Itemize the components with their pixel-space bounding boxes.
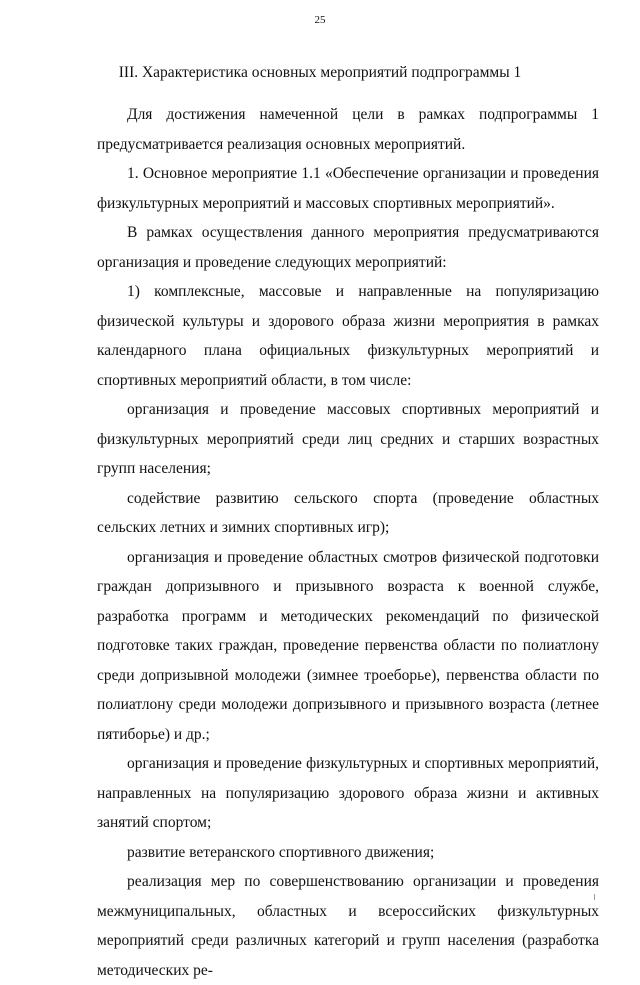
paragraph: организация и проведение массовых спортивных мероприятий и физкультурных мероприятий среди лиц средних и старших возрастных групп населения; [97, 401, 599, 477]
paragraph: 1) комплексные, массовые и направленные на популяризацию физической культуры и здорового образа жизни мероприятия в рамках календарного плана официальных физкультурных мероприятий и спортивных мероприятий области, в том числе: [97, 283, 599, 389]
page-number: 25 [314, 14, 326, 26]
scan-margin-mark [594, 894, 595, 900]
paragraph: организация и проведение областных смотров физической подготовки граждан допризывного и призывного возраста к военной службе, разработка программ и методических рекомендаций по физической подготовке таких граждан, проведение первенства области по полиатлону среди допризывной молодежи (зимнее троеборье), первенства области по полиатлону среди молодежи допризывного и призывного возраста (летнее пятиборье) и др.; [97, 548, 599, 743]
paragraph: 1. Основное мероприятие 1.1 «Обеспечение организации и проведения физкультурных мероприятий и массовых спортивных мероприятий». [97, 165, 599, 212]
paragraph: развитие ветеранского спортивного движения; [127, 843, 435, 861]
body-text [97, 100, 599, 985]
paragraph: Для достижения намеченной цели в рамках подпрограммы 1 предусматривается реализация основных мероприятий. [97, 106, 599, 153]
paragraph: содействие развитию сельского спорта (проведение областных сельских летних и зимних спортивных игр); [97, 489, 599, 536]
section-title: III. Характеристика основных мероприятий подпрограммы 1 [118, 64, 522, 81]
paragraph: В рамках осуществления данного мероприятия предусматриваются организация и проведение следующих мероприятий: [97, 224, 599, 271]
paragraph: организация и проведение физкультурных и спортивных мероприятий, направленных на популяризацию здорового образа жизни и активных занятий спортом; [97, 755, 599, 831]
paragraph: реализация мер по совершенствованию организации и проведения межмуниципальных, областных и всероссийских физкультурных мероприятий среди различных категорий и групп населения (разработка методических ре- [97, 873, 599, 979]
